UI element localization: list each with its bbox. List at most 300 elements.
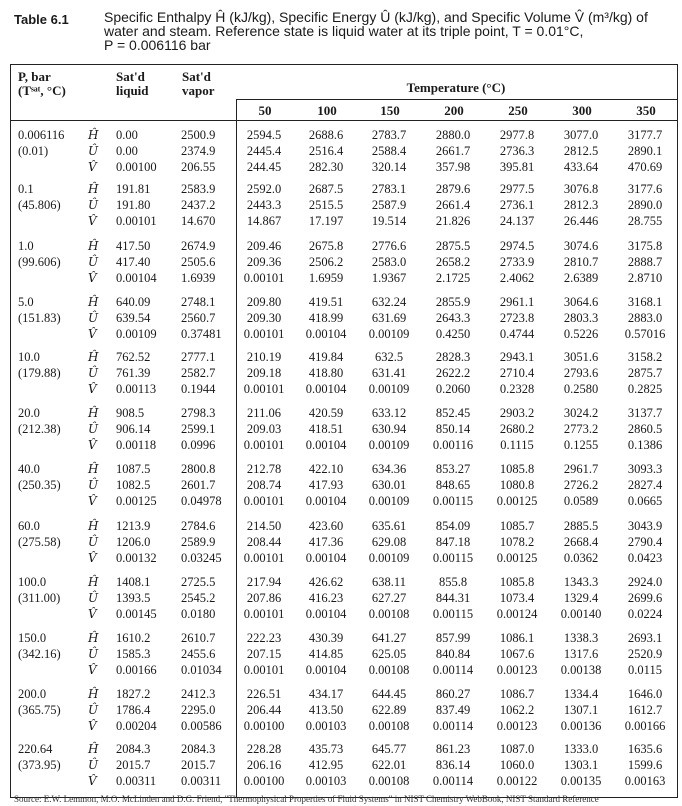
table-cell: 206.16 [246,758,282,772]
pressure-value: 0.1 [18,182,34,196]
table-cell: 2505.6 [181,255,216,269]
table-cell: 413.50 [308,703,344,717]
table-cell: 191.80 [116,198,151,212]
table-cell: 14.867 [246,214,282,228]
table-cell: 0.00109 [368,494,410,508]
table-cell: 206.55 [181,160,216,174]
table-cell: 632.5 [374,350,404,364]
table-cell: 418.51 [308,422,344,436]
temp-header-5: 300 [572,103,592,118]
table-cell: 0.00145 [116,607,157,621]
table-cell: 2777.1 [181,350,216,364]
table-cell: 3093.3 [627,462,663,476]
table-cell: 1087.0 [499,742,535,756]
table-cell: 3175.8 [627,239,663,253]
table-cell: 2443.3 [246,198,282,212]
table-cell: 2.8710 [627,271,663,285]
table-cell: 2583.0 [371,255,407,269]
table-cell: 0.00101 [243,327,285,341]
table-cell: 1082.5 [116,478,151,492]
property-symbol: Û [88,144,99,158]
table-cell: 2860.5 [627,422,663,436]
table-cell: 2516.4 [308,144,344,158]
table-cell: 395.81 [499,160,535,174]
table-cell: 209.36 [246,255,282,269]
property-symbol: Ĥ [88,575,99,589]
table-cell: 2601.7 [181,478,216,492]
table-cell: 0.00101 [116,214,157,228]
table-cell: 0.4744 [499,327,535,341]
table-cell: 0.00124 [496,607,538,621]
table-cell: 2875.7 [627,366,663,380]
table-cell: 644.45 [371,687,407,701]
table-cell: 2736.1 [499,198,535,212]
table-cell: 0.00103 [305,774,347,788]
table-cell: 2977.5 [499,182,535,196]
property-symbol: Û [88,255,99,269]
table-cell: 0.00115 [432,551,474,565]
table-cell: 2622.2 [435,366,471,380]
table-cell: 1067.6 [499,647,535,661]
table-cell: 2506.2 [308,255,344,269]
table-cell: 3177.7 [627,128,663,142]
table-cell: 2688.6 [308,128,344,142]
property-symbol: V̂ [88,327,97,341]
table-cell: 418.80 [308,366,344,380]
table-cell: 1206.0 [116,535,151,549]
property-symbol: Ĥ [88,519,99,533]
table-cell: 0.00100 [243,719,285,733]
table-cell: 2084.3 [181,742,216,756]
table-cell: 1.9367 [371,271,407,285]
property-symbol: Ĥ [88,687,99,701]
table-cell: 847.18 [435,535,471,549]
table-cell: 762.52 [116,350,151,364]
property-symbol: Ĥ [88,631,99,645]
table-cell: 2674.9 [181,239,216,253]
table-cell: 0.00125 [496,494,538,508]
table-cell: 320.14 [371,160,407,174]
table-cell: 423.60 [308,519,344,533]
table-cell: 226.51 [246,687,282,701]
table-cell: 412.95 [308,758,344,772]
table-cell: 633.12 [371,406,407,420]
saturation-temperature: (99.606) [18,255,61,269]
table-cell: 0.00132 [116,551,157,565]
table-cell: 2885.5 [563,519,599,533]
table-cell: 209.03 [246,422,282,436]
table-cell: 2455.6 [181,647,216,661]
table-cell: 2295.0 [181,703,216,717]
table-cell: 2675.8 [308,239,344,253]
table-cell: 627.27 [371,591,407,605]
caption-line-2: water and steam. Reference state is liquid water at its triple point, T = 0.01°C, [104,23,584,39]
table-cell: 1786.4 [116,703,151,717]
saturation-temperature: (179.88) [18,366,61,380]
table-cell: 0.0180 [181,607,216,621]
table-cell: 0.00104 [305,327,347,341]
table-cell: 0.00140 [560,607,602,621]
table-cell: 435.73 [308,742,344,756]
table-cell: 282.30 [308,160,344,174]
table-cell: 0.00125 [116,494,157,508]
table-cell: 0.00101 [243,438,285,452]
table-cell: 0.0423 [627,551,663,565]
table-cell: 1646.0 [627,687,663,701]
table-cell: 2827.4 [627,478,663,492]
table-cell: 0.00166 [116,663,157,677]
table-cell: 19.514 [371,214,407,228]
property-symbol: V̂ [88,551,97,565]
table-cell: 2588.4 [371,144,407,158]
table-cell: 2661.4 [435,198,471,212]
table-cell: 0.1255 [563,438,599,452]
table-cell: 0.00114 [432,774,474,788]
table-cell: 417.36 [308,535,344,549]
temp-header-0: 50 [258,103,272,118]
table-cell: 3043.9 [627,519,663,533]
table-caption [8,8,678,62]
table-cell: 0.4250 [435,327,471,341]
table-cell: 2828.3 [435,350,471,364]
table-cell: 1317.6 [563,647,599,661]
table-cell: 1307.1 [563,703,599,717]
table-cell: 0.00125 [496,551,538,565]
saturation-temperature: (45.806) [18,198,61,212]
table-cell: 2903.2 [499,406,535,420]
table-cell: 210.19 [246,350,282,364]
table-cell: 836.14 [435,758,471,772]
table-cell: 0.00104 [305,438,347,452]
saturation-temperature: (342.16) [18,647,61,661]
table-cell: 2699.6 [627,591,663,605]
table-cell: 850.14 [435,422,471,436]
table-cell: 1333.0 [563,742,599,756]
table-cell: 419.84 [308,350,344,364]
table-cell: 2668.4 [563,535,599,549]
temp-header-3: 200 [444,103,464,118]
table-cell: 0.04978 [181,494,222,508]
table-cell: 2592.0 [246,182,282,196]
table-cell: 222.23 [246,631,282,645]
pressure-value: 60.0 [18,519,40,533]
table-cell: 1.6959 [308,271,344,285]
table-cell: 2015.7 [116,758,151,772]
table-cell: 0.00104 [116,271,157,285]
table-cell: 0.00104 [305,551,347,565]
table-cell: 0.00108 [368,607,410,621]
source-note: Source: E.W. Lemmon, M.O. McLinden and D.G. Friend, "Thermophysical Properties of Fluid Systems" in NIST Chemistry WebBook, NIST Standard Reference [14,794,599,804]
sat-vapor-header [182,70,215,98]
table-cell: 3076.8 [563,182,599,196]
table-cell: 2880.0 [435,128,471,142]
table-cell: 1303.1 [563,758,599,772]
table-cell: 0.00109 [368,382,410,396]
table-cell: 0.1386 [627,438,663,452]
table-cell: 3074.6 [563,239,599,253]
table-cell: 0.0589 [563,494,599,508]
table-cell: 0.0665 [627,494,663,508]
table-cell: 2776.6 [371,239,407,253]
table-cell: 1610.2 [116,631,151,645]
table-cell: 2.6389 [563,271,599,285]
table-cell: 2412.3 [181,687,216,701]
table-cell: 2725.5 [181,575,216,589]
saturation-temperature: (212.38) [18,422,61,436]
property-symbol: Ĥ [88,239,99,253]
table-cell: 28.755 [627,214,663,228]
pressure-value: 10.0 [18,350,40,364]
table-cell: 0.00101 [243,494,285,508]
table-cell: 2687.5 [308,182,344,196]
table-cell: 2812.5 [563,144,599,158]
table-cell: 244.45 [246,160,282,174]
property-symbol: V̂ [88,382,97,396]
table-cell: 2015.7 [181,758,216,772]
table-cell: 1085.8 [499,575,535,589]
table-cell: 2784.6 [181,519,216,533]
table-cell: 191.81 [116,182,151,196]
table-cell: 2961.1 [499,295,535,309]
table-cell: 2710.4 [499,366,535,380]
table-cell: 844.31 [435,591,471,605]
table-cell: 1085.7 [499,519,535,533]
table-cell: 0.00109 [368,551,410,565]
table-cell: 0.5226 [563,327,599,341]
table-cell: 2890.0 [627,198,663,212]
table-cell: 0.00101 [243,271,285,285]
table-cell: 420.59 [308,406,344,420]
table-cell: 1338.3 [563,631,599,645]
table-cell: 2520.9 [627,647,663,661]
table-cell: 638.11 [372,575,406,589]
table-cell: 2437.2 [181,198,216,212]
table-cell: 209.80 [246,295,282,309]
table-cell: 2594.5 [246,128,282,142]
table-cell: 0.00118 [116,438,157,452]
table-cell: 2.4062 [499,271,535,285]
table-cell: 0.00586 [181,719,222,733]
pressure-value: 100.0 [18,575,47,589]
table-cell: 418.99 [308,311,344,325]
table-cell: 1.6939 [181,271,216,285]
property-symbol: Ĥ [88,182,99,196]
saturation-temperature: (151.83) [18,311,61,325]
table-cell: 2812.3 [563,198,599,212]
pressure-value: 40.0 [18,462,40,476]
table-cell: 433.64 [563,160,599,174]
table-cell: 3051.6 [563,350,599,364]
table-cell: 1827.2 [116,687,151,701]
saturation-temperature: (373.95) [18,758,61,772]
table-cell: 2943.1 [499,350,535,364]
table-cell: 0.00115 [432,607,474,621]
table-cell: 417.40 [116,255,151,269]
property-symbol: Û [88,198,99,212]
table-cell: 0.57016 [624,327,666,341]
pressure-value: 5.0 [18,295,34,309]
table-cell: 2855.9 [435,295,471,309]
table-cell: 2587.9 [371,198,407,212]
table-cell: 622.89 [371,703,407,717]
table-cell: 2545.2 [181,591,216,605]
table-right-border [677,64,678,798]
table-cell: 2374.9 [181,144,216,158]
temp-header-1: 100 [317,103,337,118]
property-symbol: V̂ [88,719,97,733]
table-cell: 852.45 [435,406,471,420]
table-cell: 208.44 [246,535,282,549]
table-cell: 0.0996 [181,438,216,452]
table-number: Table 6.1 [14,12,69,27]
sat-vapor-header-line-1: Sat'd [182,69,211,84]
table-cell: 0.00109 [368,327,410,341]
sat-liquid-header-line-2: liquid [116,83,149,98]
table-cell: 0.37481 [181,327,222,341]
sat-liquid-header-line-1: Sat'd [116,69,145,84]
property-symbol: Û [88,422,99,436]
table-cell: 0.03245 [181,551,222,565]
table-cell: 2924.0 [627,575,663,589]
table-cell: 2500.9 [181,128,216,142]
table-cell: 1599.6 [627,758,663,772]
caption-text [104,10,670,52]
temperature-subrule [236,99,678,100]
property-symbol: Ĥ [88,406,99,420]
table-cell: 0.00123 [496,663,538,677]
table-cell: 2879.6 [435,182,471,196]
table-cell: 1062.2 [499,703,535,717]
property-symbol: V̂ [88,271,97,285]
property-symbol: Û [88,591,99,605]
table-cell: 631.41 [371,366,407,380]
table-cell: 17.197 [308,214,344,228]
saturation-temperature: (250.35) [18,478,61,492]
pressure-header [18,70,66,98]
sat-vapor-header-line-2: vapor [182,83,215,98]
property-symbol: V̂ [88,160,97,174]
table-cell: 0.2825 [627,382,663,396]
table-cell: 208.74 [246,478,282,492]
table-cell: 2658.2 [435,255,471,269]
table-cell: 0.00114 [432,663,474,677]
table-cell: 2977.8 [499,128,535,142]
property-symbol: V̂ [88,774,97,788]
table-cell: 1408.1 [116,575,151,589]
table-cell: 2793.6 [563,366,599,380]
property-symbol: Û [88,703,99,717]
table-cell: 0.00108 [368,719,410,733]
table-cell: 0.00104 [305,663,347,677]
table-cell: 2890.1 [627,144,663,158]
table-cell: 2599.1 [181,422,216,436]
table-cell: 1085.8 [499,462,535,476]
table-cell: 0.00108 [368,774,410,788]
table-cell: 2.1725 [435,271,471,285]
table-cell: 2560.7 [181,311,216,325]
table-cell: 2748.1 [181,295,216,309]
table-cell: 417.50 [116,239,151,253]
table-cell: 0.00104 [305,607,347,621]
table-cell: 2810.7 [563,255,599,269]
table-cell: 2783.7 [371,128,407,142]
table-cell: 0.0362 [563,551,599,565]
table-cell: 2589.9 [181,535,216,549]
table-cell: 430.39 [308,631,344,645]
table-cell: 1060.0 [499,758,535,772]
table-cell: 631.69 [371,311,407,325]
table-cell: 1612.7 [627,703,663,717]
saturation-temperature: (275.58) [18,535,61,549]
property-symbol: Ĥ [88,350,99,364]
table-cell: 0.00101 [243,382,285,396]
table-cell: 630.94 [371,422,407,436]
table-cell: 3024.2 [563,406,599,420]
table-cell: 2798.3 [181,406,216,420]
table-cell: 2974.5 [499,239,535,253]
table-cell: 1080.8 [499,478,535,492]
table-cell: 2084.3 [116,742,151,756]
property-symbol: Û [88,478,99,492]
sat-liquid-header [116,70,149,98]
table-cell: 0.2060 [435,382,471,396]
table-cell: 2803.3 [563,311,599,325]
table-cell: 1329.4 [563,591,599,605]
table-cell: 214.50 [246,519,282,533]
pressure-header-line-1: P, bar [18,69,51,84]
table-cell: 416.23 [308,591,344,605]
table-cell: 855.8 [438,575,468,589]
table-cell: 0.00109 [116,327,157,341]
pressure-value: 220.64 [18,742,53,756]
temp-header-6: 350 [636,103,656,118]
table-cell: 0.00 [116,144,138,158]
table-cell: 2643.3 [435,311,471,325]
table-cell: 2610.7 [181,631,216,645]
table-cell: 906.14 [116,422,151,436]
table-cell: 645.77 [371,742,407,756]
table-cell: 2726.2 [563,478,599,492]
property-symbol: Û [88,647,99,661]
table-cell: 1635.6 [627,742,663,756]
table-cell: 908.5 [116,406,145,420]
table-cell: 2733.9 [499,255,535,269]
table-cell: 857.99 [435,631,471,645]
table-cell: 207.15 [246,647,282,661]
table-cell: 357.98 [435,160,471,174]
saturation-temperature: (0.01) [18,144,49,158]
table-cell: 209.30 [246,311,282,325]
table-cell: 434.17 [308,687,344,701]
table-cell: 0.00104 [305,494,347,508]
table-cell: 211.06 [247,406,281,420]
table-cell: 837.49 [435,703,471,717]
table-cell: 26.446 [563,214,599,228]
table-cell: 0.00135 [560,774,602,788]
table-cell: 1213.9 [116,519,151,533]
table-cell: 0.00123 [496,719,538,733]
table-cell: 1086.7 [499,687,535,701]
property-symbol: Û [88,311,99,325]
table-cell: 854.09 [435,519,471,533]
table-cell: 641.27 [371,631,407,645]
table-cell: 1393.5 [116,591,151,605]
table-cell: 840.84 [435,647,471,661]
table-cell: 1086.1 [499,631,535,645]
table-cell: 2582.7 [181,366,216,380]
table-cell: 2790.4 [627,535,663,549]
table-cell: 2888.7 [627,255,663,269]
